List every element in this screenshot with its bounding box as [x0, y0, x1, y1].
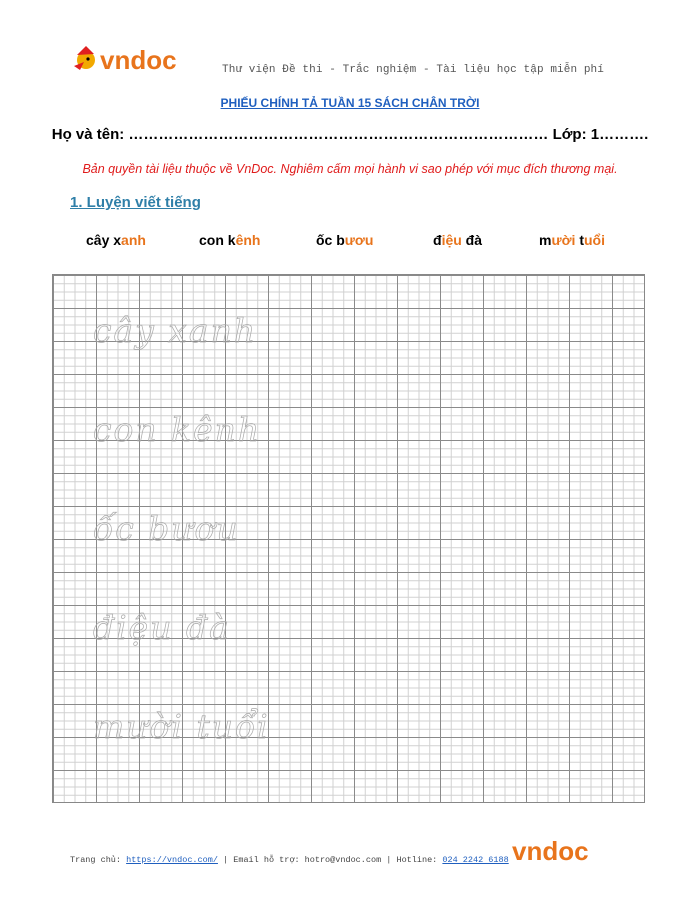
trace-word: mười tuổi [93, 707, 270, 746]
trace-word: điệu đà [93, 608, 231, 647]
copyright-notice: Bản quyền tài liệu thuộc về VnDoc. Nghiêm cấm mọi hành vi sao phép với mục đích thương mại. [82, 162, 618, 176]
word-part: ốc b [316, 232, 345, 248]
word-dieu-da [433, 232, 482, 248]
home-link[interactable]: https://vndoc.com/ [126, 855, 218, 865]
word-rhyme: ươu [344, 232, 374, 248]
footer-vndoc-logo [512, 836, 620, 866]
svg-text:vndoc: vndoc [512, 836, 589, 866]
name-label: Họ và tên: [51, 126, 129, 143]
name-blank: ………………………………………………………………………… [128, 126, 549, 143]
word-part: đà [461, 232, 483, 248]
word-part: con k [199, 232, 236, 248]
handwriting-practice-grid[interactable] [52, 274, 645, 803]
trace-word: cây xanh [93, 311, 258, 350]
word-cay-xanh [86, 232, 146, 248]
word-part: đ [433, 232, 442, 248]
word-rhyme: anh [121, 232, 146, 248]
word-rhyme: ênh [235, 232, 261, 248]
word-rhyme: uổi [584, 232, 605, 248]
word-rhyme: iệu [441, 232, 462, 248]
support-email: hotro@vndoc.com [304, 855, 382, 865]
word-part: cây x [86, 232, 122, 248]
word-part: m [539, 232, 552, 248]
section-heading: 1. Luyện viết tiếng [70, 194, 201, 211]
svg-text:vndoc: vndoc [100, 45, 177, 75]
student-info-line [0, 126, 700, 143]
email-label: | Email hỗ trợ: [217, 855, 305, 865]
vndoc-logo [72, 40, 202, 80]
hotline-label: | Hotline: [381, 855, 443, 865]
trace-word: con kênh [93, 410, 262, 449]
word-con-kenh [199, 232, 260, 248]
page-footer [70, 855, 509, 865]
trace-word: ốc bươu [93, 509, 240, 548]
hotline-link[interactable]: 024 2242 6188 [442, 855, 509, 865]
document-title: PHIẾU CHÍNH TẢ TUẦN 15 SÁCH CHÂN TRỜI [220, 96, 480, 110]
word-part: t [575, 232, 584, 248]
word-rhyme: ười [551, 232, 576, 248]
site-tagline: Thư viện Đề thi - Trắc nghiệm - Tài liệu học tập miễn phí [222, 64, 604, 76]
word-muoi-tuoi [539, 232, 605, 248]
class-label: Lớp: 1 [548, 126, 600, 143]
word-oc-buou [316, 232, 373, 248]
class-blank: ………. [599, 126, 649, 143]
home-label: Trang chủ: [70, 855, 127, 865]
